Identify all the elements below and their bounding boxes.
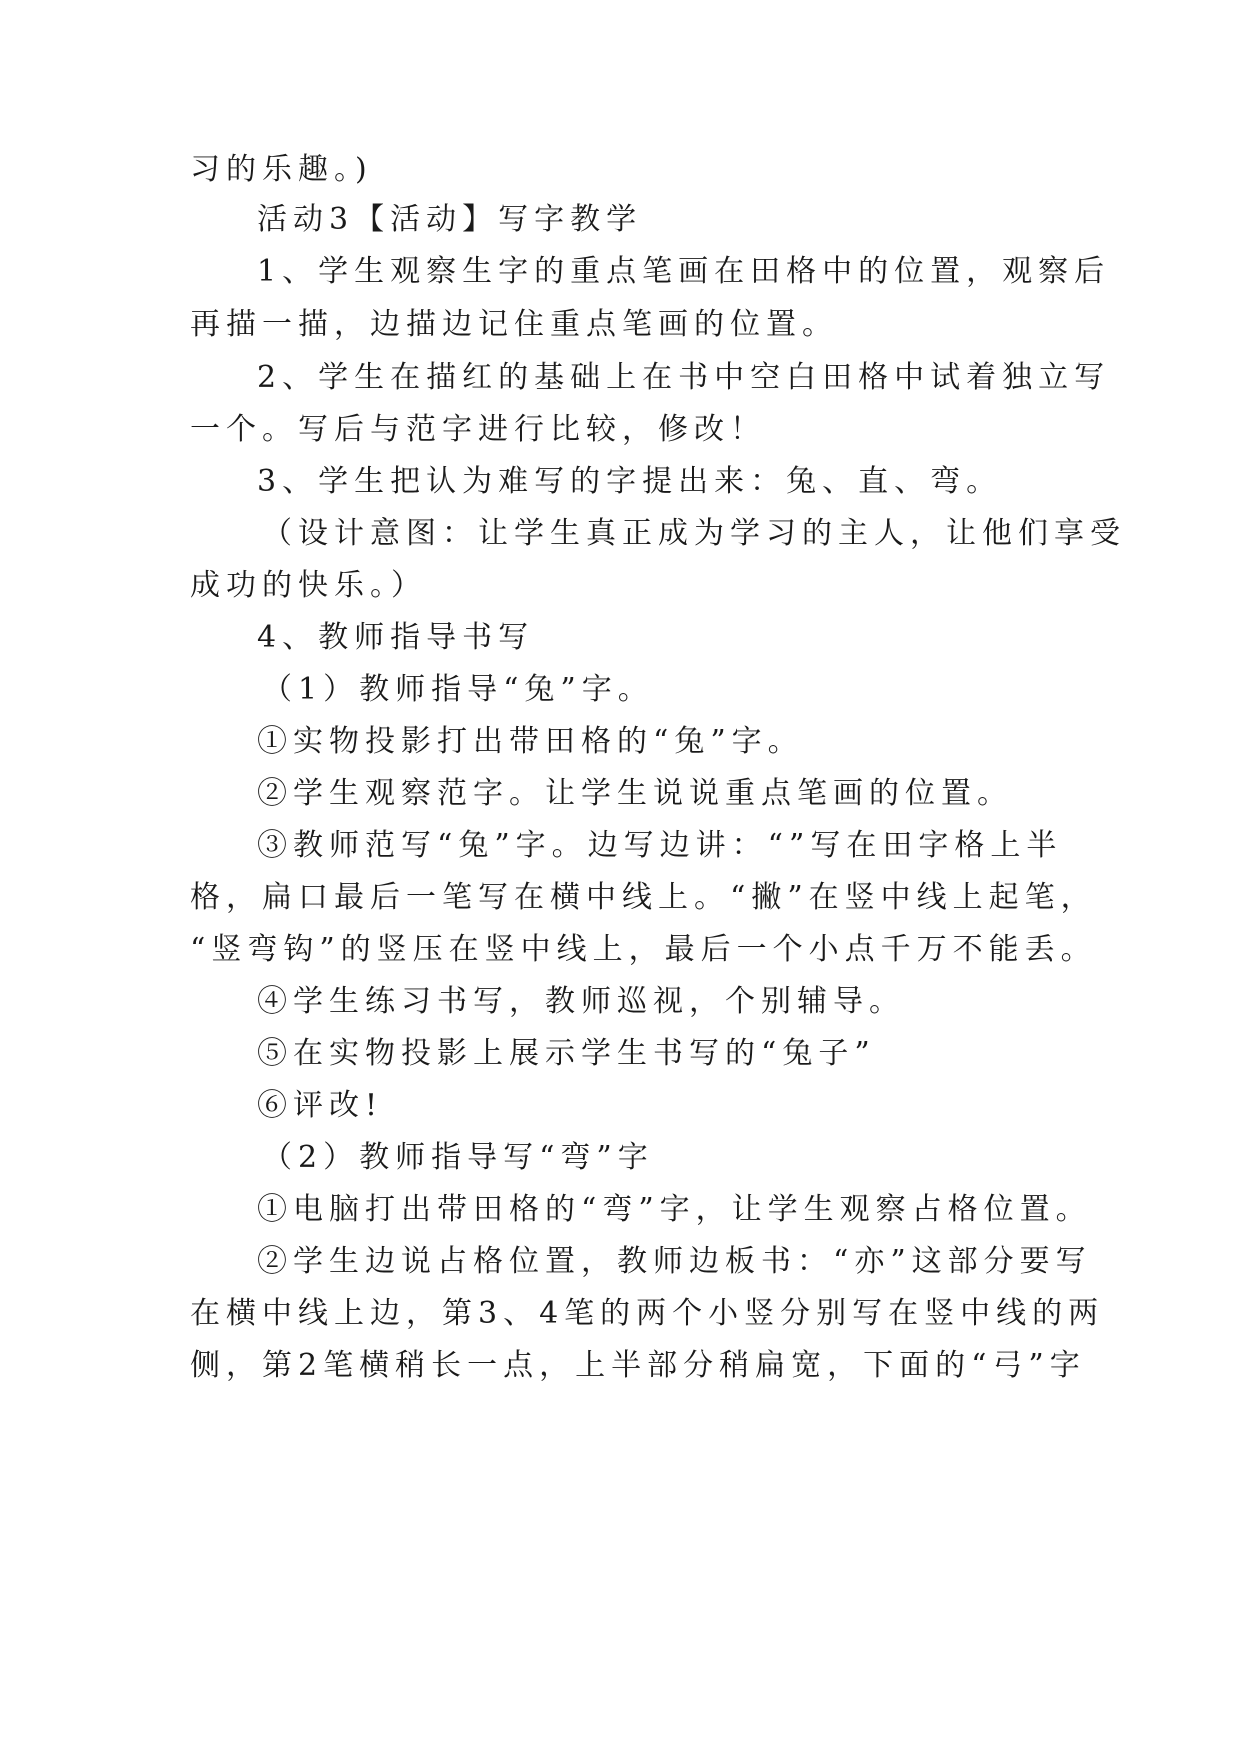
section-heading: 活动3【活动】写字教学	[257, 202, 643, 237]
text-line: 成功的快乐。）	[190, 568, 427, 603]
text-line: ②学生边说占格位置，教师边板书：“亦”这部分要写	[257, 1244, 1092, 1279]
text-line: 习的乐趣。)	[190, 152, 373, 187]
text-line: ⑤在实物投影上展示学生书写的“兔子”	[257, 1036, 876, 1071]
text-line: 一个。写后与范字进行比较，修改！	[190, 412, 766, 447]
text-line: ②学生观察范字。让学生说说重点笔画的位置。	[257, 776, 1013, 811]
text-line: 3、学生把认为难写的字提出来：兔、直、弯。	[257, 464, 1003, 499]
text-line: 4、教师指导书写	[257, 620, 535, 655]
text-line: 1、学生观察生字的重点笔画在田格中的位置，观察后	[257, 254, 1111, 289]
text-line: 在横中线上边，第3、4笔的两个小竖分别写在竖中线的两	[190, 1296, 1105, 1331]
text-line: （2）教师指导写“弯”字	[262, 1140, 654, 1175]
text-line: 2、学生在描红的基础上在书中空白田格中试着独立写	[257, 360, 1111, 395]
text-line: ⑥评改!	[257, 1088, 384, 1123]
text-line: （1）教师指导“兔”字。	[262, 672, 654, 707]
text-line: ③教师范写“兔”字。边写边讲：“”写在田字格上半	[257, 828, 1063, 863]
text-line: 再描一描，边描边记住重点笔画的位置。	[190, 307, 838, 342]
text-line: （设计意图：让学生真正成为学习的主人，让他们享受	[262, 516, 1126, 551]
text-line: ④学生练习书写，教师巡视，个别辅导。	[257, 984, 905, 1019]
text-line: ①实物投影打出带田格的“兔”字。	[257, 724, 804, 759]
text-line: 侧，第2笔横稍长一点，上半部分稍扁宽，下面的“弓”字	[190, 1348, 1086, 1383]
text-line: “竖弯钩”的竖压在竖中线上，最后一个小点千万不能丢。	[190, 932, 1097, 967]
text-line: ①电脑打出带田格的“弯”字，让学生观察占格位置。	[257, 1192, 1092, 1227]
text-line: 格，扁口最后一笔写在横中线上。“撇”在竖中线上起笔，	[190, 880, 1097, 915]
